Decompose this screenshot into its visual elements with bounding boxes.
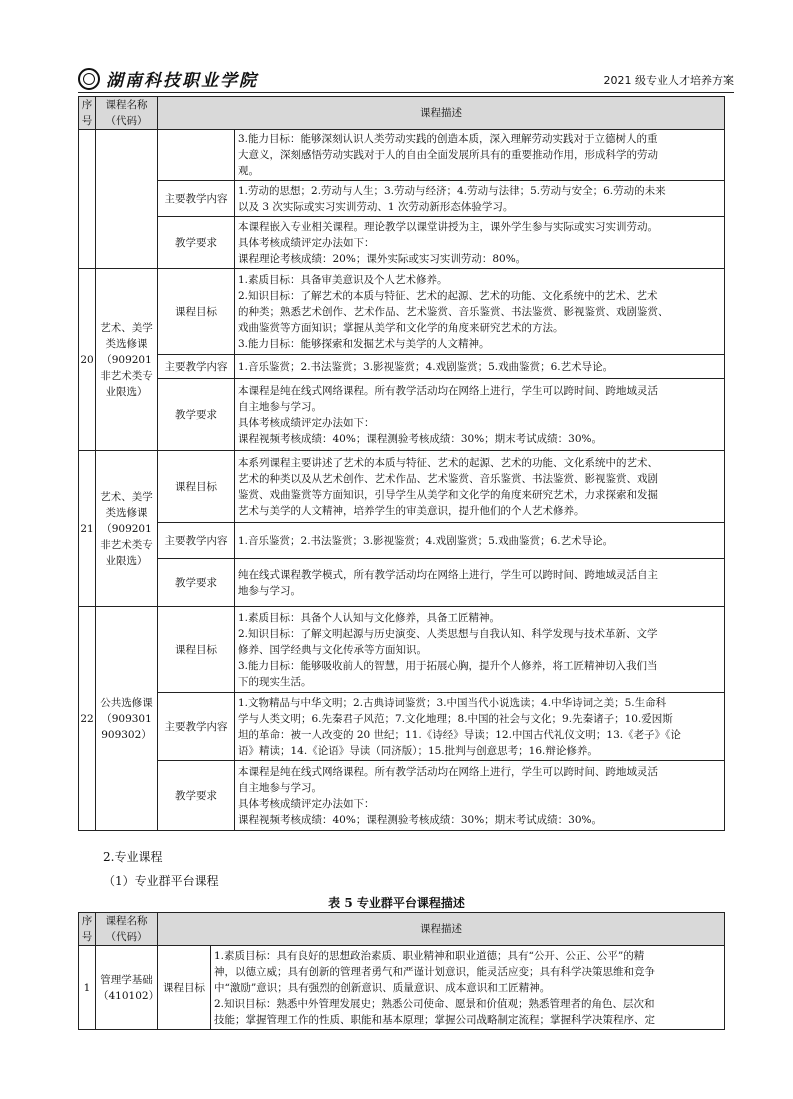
goal-desc-cell — [235, 451, 725, 523]
desc-line: 自主地参与学习。 — [238, 781, 322, 794]
req-label-cell: 教学要求 — [158, 559, 235, 607]
document-title: 2021 级专业人才培养方案 — [603, 74, 734, 87]
goal-label-cell: 课程目标 — [158, 946, 211, 1030]
desc-line: 戏曲鉴赏等方面知识；掌握从美学和文化学的角度来研究艺术的方法。 — [238, 321, 564, 334]
row-name-cell: 公共选修课（909301 909302） — [96, 607, 158, 831]
table-row — [79, 693, 725, 761]
table-caption: 表 5 专业群平台课程描述 — [328, 896, 465, 910]
desc-line: 3.能力目标：能够吸收前人的智慧，用于拓展心胸，提升个人修养，将工匠精神切入我们当 — [238, 659, 658, 672]
content-label-cell: 主要教学内容 — [158, 355, 235, 379]
desc-line: 学与人类文明；6.先秦君子风范；7.文化地理；8.中国的社会与文化；9.先秦诸子；10.爱因斯 — [238, 712, 673, 725]
desc-line: 2.知识目标：了解艺术的本质与特征、艺术的起源、艺术的功能、文化系统中的艺术、艺术 — [238, 289, 658, 302]
goal-desc-cell — [235, 130, 725, 181]
desc-line: 观。 — [238, 165, 259, 177]
row-num-cell: 22 — [79, 607, 96, 831]
req-desc-cell — [235, 217, 725, 269]
desc-line: 2.知识目标：熟悉中外管理发展史；熟悉公司使命、愿景和价值观；熟悉管理者的角色、层次和 — [214, 997, 655, 1010]
goal-desc-cell — [235, 269, 725, 355]
desc-line: 技能；掌握管理工作的性质、职能和基本原理；掌握公司战略制定流程；掌握科学决策程序、定 — [214, 1013, 655, 1026]
desc-line: 坦的革命：被一人改变的 20 世纪；11.《诗经》导读；12.中国古代礼仪文明；13.《老子》《论 — [238, 728, 681, 741]
header-desc: 课程描述 — [158, 913, 725, 946]
header-desc: 课程描述 — [158, 97, 725, 130]
desc-line: 1.文物精品与中华文明；2.古典诗词鉴赏；3.中国当代小说选读；4.中华诗词之美；5.生命科 — [238, 696, 667, 709]
header-num: 序号 — [79, 97, 96, 130]
desc-line: 以及 3 次实际或实习实训劳动、1 次劳动新形态体验学习。 — [238, 200, 514, 213]
table-row — [79, 269, 725, 355]
desc-line: 艺术的种类以及从艺术创作、艺术作品、艺术鉴赏、音乐鉴赏、书法鉴赏、影视鉴赏、戏剧 — [238, 472, 658, 485]
desc-line: 3.能力目标：能够探索和发掘艺术与美学的人文精神。 — [238, 337, 490, 350]
req-label-cell: 教学要求 — [158, 217, 235, 269]
sub-heading: （1）专业群平台课程 — [103, 874, 219, 888]
section-heading: 2.专业课程 — [103, 850, 163, 864]
row-num-cell: 1 — [79, 946, 96, 1030]
content-desc-cell — [235, 693, 725, 761]
content-desc-cell — [235, 355, 725, 379]
desc-line: 课程视频考核成绩：40%；课程测验考核成绩：30%；期末考试成绩：30%。 — [238, 432, 603, 445]
row-name-cell: 管理学基础（410102） — [96, 946, 158, 1030]
table-row — [79, 946, 725, 1030]
desc-line: 本课程是纯在线式网络课程。所有教学活动均在网络上进行，学生可以跨时间、跨地域灵活 — [238, 384, 658, 397]
goal-label-cell — [158, 130, 235, 181]
desc-line: 2.知识目标：了解文明起源与历史演变、人类思想与自我认知、科学发现与技术革新、文学 — [238, 627, 658, 640]
desc-line: 具体考核成绩评定办法如下： — [238, 236, 375, 249]
goal-desc-cell — [211, 946, 725, 1030]
table-row — [79, 451, 725, 523]
desc-line: 下的现实生活。 — [238, 675, 312, 688]
desc-line: 具体考核成绩评定办法如下： — [238, 797, 375, 810]
desc-line: 具体考核成绩评定办法如下： — [238, 416, 375, 429]
req-label-cell: 教学要求 — [158, 761, 235, 831]
course-description-table — [78, 96, 725, 831]
table-row — [79, 217, 725, 269]
desc-line: 的种类；熟悉艺术创作、艺术作品、艺术鉴赏、音乐鉴赏、书法鉴赏、影视鉴赏、戏剧鉴赏、 — [238, 305, 669, 318]
table-row — [79, 523, 725, 559]
desc-line: 艺术与美学的人文精神，培养学生的审美意识，提升他们的个人艺术修养。 — [238, 504, 585, 517]
desc-line: 鉴赏、戏曲鉴赏等方面知识，引导学生从美学和文化学的角度来研究艺术，力求探索和发掘 — [238, 488, 658, 501]
goal-label-cell: 课程目标 — [158, 451, 235, 523]
desc-line: 课程理论考核成绩：20%；课外实际或实习实训劳动：80%。 — [238, 252, 527, 265]
content-label-cell: 主要教学内容 — [158, 523, 235, 559]
req-label-cell: 教学要求 — [158, 379, 235, 451]
content-desc-cell — [235, 523, 725, 559]
row-num-cell — [79, 130, 96, 269]
desc-line: 1.素质目标：具有良好的思想政治素质、职业精神和职业道德；具有“公开、公正、公平”的精 — [214, 949, 645, 962]
desc-line: 本课程是纯在线式网络课程。所有教学活动均在网络上进行，学生可以跨时间、跨地域灵活 — [238, 765, 658, 778]
content-label-cell: 主要教学内容 — [158, 181, 235, 217]
goal-desc-cell — [235, 607, 725, 693]
desc-line: 地参与学习。 — [238, 584, 301, 597]
header-name: 课程名称（代码） — [96, 97, 158, 130]
table-row — [79, 130, 725, 181]
desc-line: 课程视频考核成绩：40%；课程测验考核成绩：30%；期末考试成绩：30%。 — [238, 813, 603, 826]
desc-line: 大意义，深刻感悟劳动实践对于人的自由全面发展所具有的重要推动作用，形成科学的劳动 — [238, 149, 658, 161]
desc-line: 1.音乐鉴赏；2.书法鉴赏；3.影视鉴赏；4.戏剧鉴赏；5.戏曲鉴赏；6.艺术导论。 — [238, 360, 614, 373]
desc-line: 3.能力目标：能够深刻认识人类劳动实践的创造本质，深入理解劳动实践对于立德树人的重 — [238, 133, 658, 145]
table-row — [79, 379, 725, 451]
desc-line: 语》精读；14.《论语》导读（同济版）；15.批判与创意思考；16.辩论修养。 — [238, 744, 598, 757]
content-label-cell: 主要教学内容 — [158, 693, 235, 761]
header-num: 序号 — [79, 913, 96, 946]
table-row — [79, 761, 725, 831]
table-row — [79, 355, 725, 379]
school-seal-icon — [78, 68, 100, 90]
desc-line: 1.素质目标：具备个人认知与文化修养，具备工匠精神。 — [238, 611, 501, 624]
desc-line: 修养、国学经典与文化传承等方面知识。 — [238, 643, 427, 656]
desc-line: 自主地参与学习。 — [238, 400, 322, 413]
table-header-row — [79, 97, 725, 130]
header-name: 课程名称（代码） — [96, 913, 158, 946]
desc-line: 纯在线式课程教学模式，所有教学活动均在网络上进行，学生可以跨时间、跨地域灵活自主 — [238, 568, 658, 581]
row-num-cell: 21 — [79, 451, 96, 607]
content-desc-cell — [235, 181, 725, 217]
desc-line: 神，以德立威；具有创新的管理者勇气和严谨计划意识，能灵活应变；具有科学决策思维和竞争 — [214, 965, 655, 978]
school-name: 湖南科技职业学院 — [106, 71, 258, 91]
goal-label-cell: 课程目标 — [158, 607, 235, 693]
desc-line: 本系列课程主要讲述了艺术的本质与特征、艺术的起源、艺术的功能、文化系统中的艺术、 — [238, 456, 658, 469]
table-row — [79, 181, 725, 217]
req-desc-cell — [235, 761, 725, 831]
req-desc-cell — [235, 559, 725, 607]
table-header-row — [79, 913, 725, 946]
desc-line: 本课程嵌入专业相关课程。理论教学以课堂讲授为主，课外学生参与实际或实习实训劳动。 — [238, 220, 658, 233]
row-name-cell: 艺术、美学类选修课（909201 非艺术类专业限选） — [96, 451, 158, 607]
table-row — [79, 607, 725, 693]
desc-line: 中“激励”意识；具有强烈的创新意识、质量意识、成本意识和工匠精神。 — [214, 981, 551, 994]
row-num-cell: 20 — [79, 269, 96, 451]
row-name-cell — [96, 130, 158, 269]
page-header — [78, 64, 734, 93]
school-logo — [78, 66, 258, 91]
platform-course-table — [78, 912, 725, 1030]
goal-label-cell: 课程目标 — [158, 269, 235, 355]
desc-line: 1.音乐鉴赏；2.书法鉴赏；3.影视鉴赏；4.戏剧鉴赏；5.戏曲鉴赏；6.艺术导论。 — [238, 534, 614, 547]
row-name-cell: 艺术、美学类选修课（909201 非艺术类专业限选） — [96, 269, 158, 451]
req-desc-cell — [235, 379, 725, 451]
table-row — [79, 559, 725, 607]
desc-line: 1.劳动的思想；2.劳动与人生；3.劳动与经济；4.劳动与法律；5.劳动与安全；6.劳动的未来 — [238, 184, 666, 197]
desc-line: 1.素质目标：具备审美意识及个人艺术修养。 — [238, 273, 448, 286]
